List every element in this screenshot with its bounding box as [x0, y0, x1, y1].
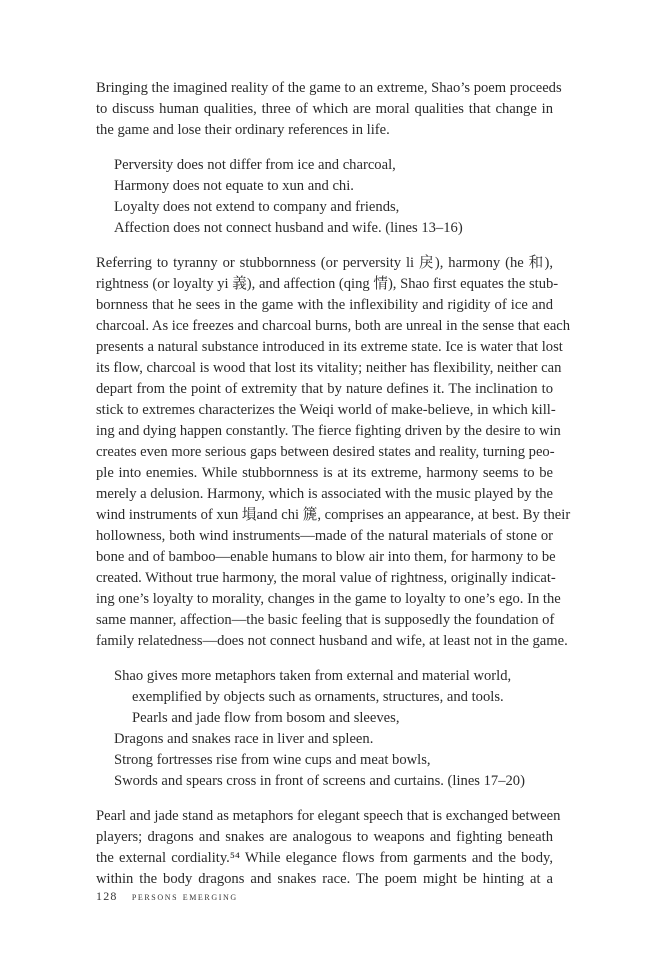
- quote-line: Harmony does not equate to xun and chi.: [114, 178, 354, 194]
- text-line: Bringing the imagined reality of the game to an extreme, Shao’s poem proceeds: [96, 80, 562, 96]
- page-number: 128: [96, 889, 118, 903]
- text-line: rightness (or loyalty yi 義), and affection (qing 情), Shao first equates the stub-: [96, 276, 559, 292]
- text-line: to discuss human qualities, three of which are moral qualities that change in: [96, 101, 553, 117]
- text-line: depart from the point of extremity that by nature defines it. The inclination to: [96, 381, 553, 397]
- text-line: presents a natural substance introduced in its extreme state. Ice is water that lost: [96, 339, 563, 355]
- text-line: family relatedness—does not connect husband and wife, at least not in the game.: [96, 633, 568, 649]
- paragraph-analysis: [96, 253, 571, 652]
- quote-line: Shao gives more metaphors taken from external and material world,: [114, 668, 512, 684]
- text-line: stick to extremes characterizes the Weiqi world of make-believe, in which kill-: [96, 402, 556, 418]
- text-line: ple into enemies. While stubbornness is at its extreme, harmony seems to be: [96, 465, 553, 481]
- block-quote-lines-13-16: [114, 155, 553, 239]
- quote-line: Pearls and jade flow from bosom and sleeves,: [132, 710, 400, 726]
- text-line: same manner, affection—the basic feeling that is supposedly the foundation of: [96, 612, 555, 628]
- text-line: ing one’s loyalty to morality, changes in the game to loyalty to one’s ego. In the: [96, 591, 561, 607]
- text-line: the game and lose their ordinary references in life.: [96, 122, 390, 138]
- text-line: within the body dragons and snakes race. The poem might be hinting at a: [96, 871, 553, 887]
- text-line: creates even more serious gaps between desired states and reality, turning peo-: [96, 444, 555, 460]
- text-line: bone and of bamboo—enable humans to blow air into them, for harmony to be: [96, 549, 556, 565]
- quote-line: Loyalty does not extend to company and friends,: [114, 199, 400, 215]
- quote-line: Swords and spears cross in front of screens and curtains. (lines 17–20): [114, 773, 525, 789]
- quote-line: Dragons and snakes race in liver and spleen.: [114, 731, 374, 747]
- page-footer: [96, 889, 238, 904]
- text-line: Pearl and jade stand as metaphors for elegant speech that is exchanged between: [96, 808, 561, 824]
- running-title: persons emerging: [131, 889, 238, 903]
- text-line: the external cordiality.⁵⁴ While elegance flows from garments and the body,: [96, 850, 553, 866]
- text-line: bornness that he sees in the game with the inflexibility and rigidity of ice and: [96, 297, 553, 313]
- text-line: Referring to tyranny or stubbornness (or perversity li 戾), harmony (he 和),: [96, 255, 553, 271]
- text-line: charcoal. As ice freezes and charcoal burns, both are unreal in the sense that each: [96, 318, 571, 334]
- text-line: hollowness, both wind instruments—made of the natural materials of stone or: [96, 528, 553, 544]
- paragraph-metaphors: [96, 806, 561, 890]
- text-line: merely a delusion. Harmony, which is associated with the music played by the: [96, 486, 554, 502]
- block-quote-lines-17-20: [114, 666, 553, 792]
- text-line: ing and dying happen constantly. The fierce fighting driven by the desire to win: [96, 423, 561, 439]
- text-line: created. Without true harmony, the moral value of rightness, originally indicat-: [96, 570, 556, 586]
- text-line: players; dragons and snakes are analogous to weapons and fighting beneath: [96, 829, 553, 845]
- quote-line: Perversity does not differ from ice and charcoal,: [114, 157, 396, 173]
- quote-line: Affection does not connect husband and wife. (lines 13–16): [114, 220, 463, 236]
- paragraph-intro: [96, 78, 562, 141]
- page-body: [96, 78, 571, 904]
- quote-line: Strong fortresses rise from wine cups and meat bowls,: [114, 752, 431, 768]
- text-line: its flow, charcoal is wood that lost its vitality; neither has flexibility, neither can: [96, 360, 562, 376]
- text-line: wind instruments of xun 塤and chi 篪, comprises an appearance, at best. By their: [96, 507, 571, 523]
- quote-line: exemplified by objects such as ornaments, structures, and tools.: [132, 689, 504, 705]
